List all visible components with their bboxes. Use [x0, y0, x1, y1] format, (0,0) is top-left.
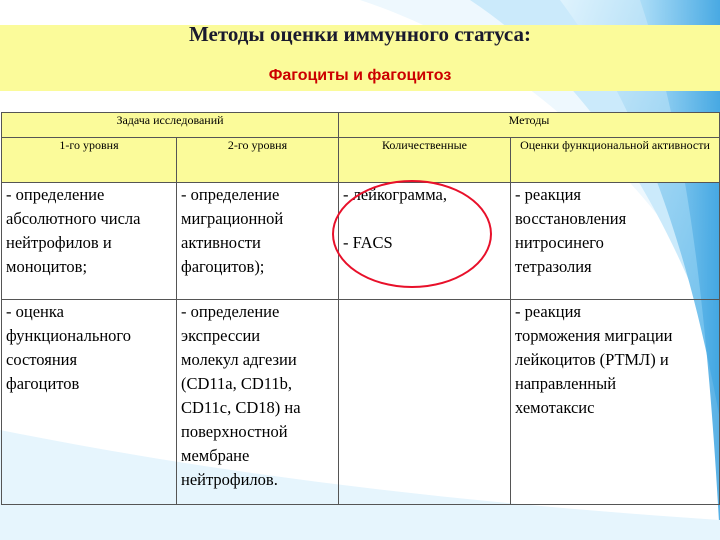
methods-table — [1, 112, 720, 505]
table-cell — [339, 183, 511, 300]
page-title: Методы оценки иммунного статуса: — [188, 22, 532, 46]
cell-text-line: - оценка — [6, 302, 64, 321]
cell-text-line: - определение — [181, 302, 280, 321]
table-row — [2, 300, 720, 505]
cell-text-line: торможения миграции — [515, 326, 673, 345]
column-header-level1: 1-го уровня — [2, 138, 177, 183]
table-row — [2, 183, 720, 300]
page-subtitle: Фагоциты и фагоцитоз — [268, 67, 452, 84]
group-header-methods: Методы — [339, 113, 720, 138]
table-cell — [177, 183, 339, 300]
cell-text-line: (CD11a, CD11b, — [181, 374, 293, 393]
cell-text-line: - FACS — [343, 233, 393, 252]
table-cell — [511, 183, 720, 300]
table-cell — [177, 300, 339, 505]
column-header-row — [2, 138, 720, 183]
column-header-level2: 2-го уровня — [177, 138, 339, 183]
cell-text-line: фагоцитов — [6, 374, 80, 393]
cell-text-line: - реакция — [515, 185, 581, 204]
table-cell — [2, 183, 177, 300]
cell-text-line: - реакция — [515, 302, 581, 321]
cell-text-line: поверхностной — [181, 422, 288, 441]
cell-text-line: моноцитов; — [6, 257, 88, 276]
column-header-functional: Оценки функциональной активности — [511, 138, 720, 183]
cell-text-line — [343, 207, 506, 231]
cell-text-line: восстановления — [515, 209, 627, 228]
cell-text-line: нейтрофилов и — [6, 233, 112, 252]
cell-text-line: мембране — [181, 446, 250, 465]
cell-text-line: состояния — [6, 350, 78, 369]
cell-text-line: абсолютного числа — [6, 209, 141, 228]
cell-text-line: фагоцитов); — [181, 257, 265, 276]
cell-text-line: - определение — [181, 185, 280, 204]
group-header-row — [2, 113, 720, 138]
cell-text-line: активности — [181, 233, 261, 252]
cell-text-line: нейтрофилов. — [181, 470, 278, 489]
cell-text-line: молекул адгезии — [181, 350, 297, 369]
table-cell — [339, 300, 511, 505]
cell-text-line: хемотаксис — [515, 398, 595, 417]
column-header-quantitative: Количественные — [339, 138, 511, 183]
cell-text-line: функционального — [6, 326, 132, 345]
table-cell — [511, 300, 720, 505]
cell-text-line: направленный — [515, 374, 617, 393]
cell-text-line: нитросинего — [515, 233, 604, 252]
cell-text-line: миграционной — [181, 209, 284, 228]
cell-text-line: - лейкограмма, — [343, 185, 447, 204]
cell-text-line: CD11c, CD18) на — [181, 398, 301, 417]
cell-text-line: тетразолия — [515, 257, 592, 276]
cell-text-line: - определение — [6, 185, 105, 204]
group-header-tasks: Задача исследований — [2, 113, 339, 138]
cell-text-line: лейкоцитов (РТМЛ) и — [515, 350, 669, 369]
table-cell — [2, 300, 177, 505]
cell-text-line: экспрессии — [181, 326, 261, 345]
